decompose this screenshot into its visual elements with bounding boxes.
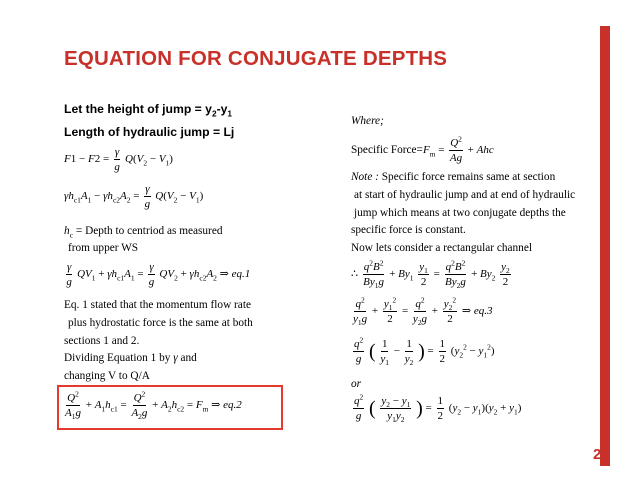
specific-force-label: Specific Force= bbox=[351, 144, 423, 157]
accent-bar bbox=[600, 26, 610, 466]
note-label: Note : bbox=[351, 171, 379, 183]
note-line bbox=[351, 171, 555, 183]
equation-2: $\frac{Q^2}{A_1g}$ + $A_1h_{c1}$ = $\frac{Q^2}{A_2g}$ + $A_2h_{c2} = F_m$ ⇒ eq.2 bbox=[65, 389, 242, 422]
eq1-explanation-2: plus hydrostatic force is the same at both bbox=[68, 317, 253, 329]
note-line-4: specific force is constant. bbox=[351, 224, 466, 236]
note-line-2: at start of hydraulic jump and at end of hydraulic bbox=[354, 189, 576, 201]
equation-1: $\frac{\gamma}{g}$ $QV_1 + \gamma h_{c1}A_1$ = $\frac{\gamma}{g}$ $QV_2 + \gamma h_{c2}A_2$ ⇒ eq.1 bbox=[66, 261, 251, 289]
rect-equation-5: $\frac{q^2}{g}$ ( $\frac{y_2 - y_1}{y_1y_2}$ ) = $\frac{1}{2}$ $(y_2 - y_1)(y_2 + y_1)$ bbox=[354, 392, 522, 425]
jump-length-line: Length of hydraulic jump = Lj bbox=[64, 125, 235, 139]
jump-height-line: Let the height of jump = $y_2-y_1$ bbox=[64, 102, 233, 119]
eq1-explanation-1: Eq. 1 stated that the momentum flow rate bbox=[64, 299, 251, 311]
dividing-text: Dividing Equation 1 by bbox=[64, 352, 171, 364]
rectangular-channel-line: Now lets consider a rectangular channel bbox=[351, 242, 532, 254]
pressure-equation: $\gamma h_{c1}A_1 - \gamma h_{c2}A_2$ = $\frac{\gamma}{g}$ $Q(V_2 - V_1)$ bbox=[64, 183, 204, 211]
page-number: 22 bbox=[593, 446, 610, 463]
rect-equation-1: ∴ $\frac{q^2B^2}{By_1g}$ + $By_1$ $\frac{y_1}{2}$ = $\frac{q^2B^2}{By_2g}$ + $By_2$ $\frac{y_2}{2}$ bbox=[351, 258, 510, 291]
specific-force-equation: Specific $Force=F_m$ = $\frac{Q^2}{Ag}$ + Ahc bbox=[351, 134, 494, 165]
eq1-explanation-3: sections 1 and 2. bbox=[64, 335, 140, 347]
hc-text: = Depth to centriod as measured bbox=[75, 225, 223, 237]
equation-3: $\frac{q^2}{y_1g}$ + $\frac{y_1^2}{2}$ = $\frac{q^2}{y_2g}$ + $\frac{y_2^2}{2}$ ⇒ eq.3 bbox=[353, 295, 493, 328]
note-line-3: jump which means at two conjugate depths the bbox=[354, 207, 566, 219]
dividing-line: Dividing Equation 1 by γ and bbox=[64, 352, 197, 364]
jump-height-label: Let the height of jump = y bbox=[64, 102, 212, 116]
eq1-label: eq.1 bbox=[231, 268, 251, 281]
eq2-label: eq.2 bbox=[223, 399, 242, 412]
changing-line: changing V to Q/A bbox=[64, 370, 150, 382]
where-label: Where; bbox=[351, 115, 384, 127]
or-label: or bbox=[351, 378, 362, 390]
eq3-label: eq.3 bbox=[473, 305, 493, 318]
force-equation: F1 − F2 = $\frac{\gamma}{g}$ $Q(V_2 - V_1)$ bbox=[64, 146, 173, 174]
note-text: Specific force remains same at section bbox=[381, 171, 556, 183]
hc-definition-cont: from upper WS bbox=[68, 242, 139, 254]
dividing-and: and bbox=[180, 352, 197, 364]
rect-equation-4: $\frac{q^2}{g}$ ( $\frac{1}{y_1}$ − $\frac{1}{y_2}$ ) = $\frac{1}{2}$ $(y_2^2 - y_1^2)$ bbox=[354, 335, 495, 368]
hc-definition: $h_c$ = Depth to centriod as measured bbox=[64, 225, 223, 240]
slide-title: EQUATION FOR CONJUGATE DEPTHS bbox=[64, 47, 448, 70]
